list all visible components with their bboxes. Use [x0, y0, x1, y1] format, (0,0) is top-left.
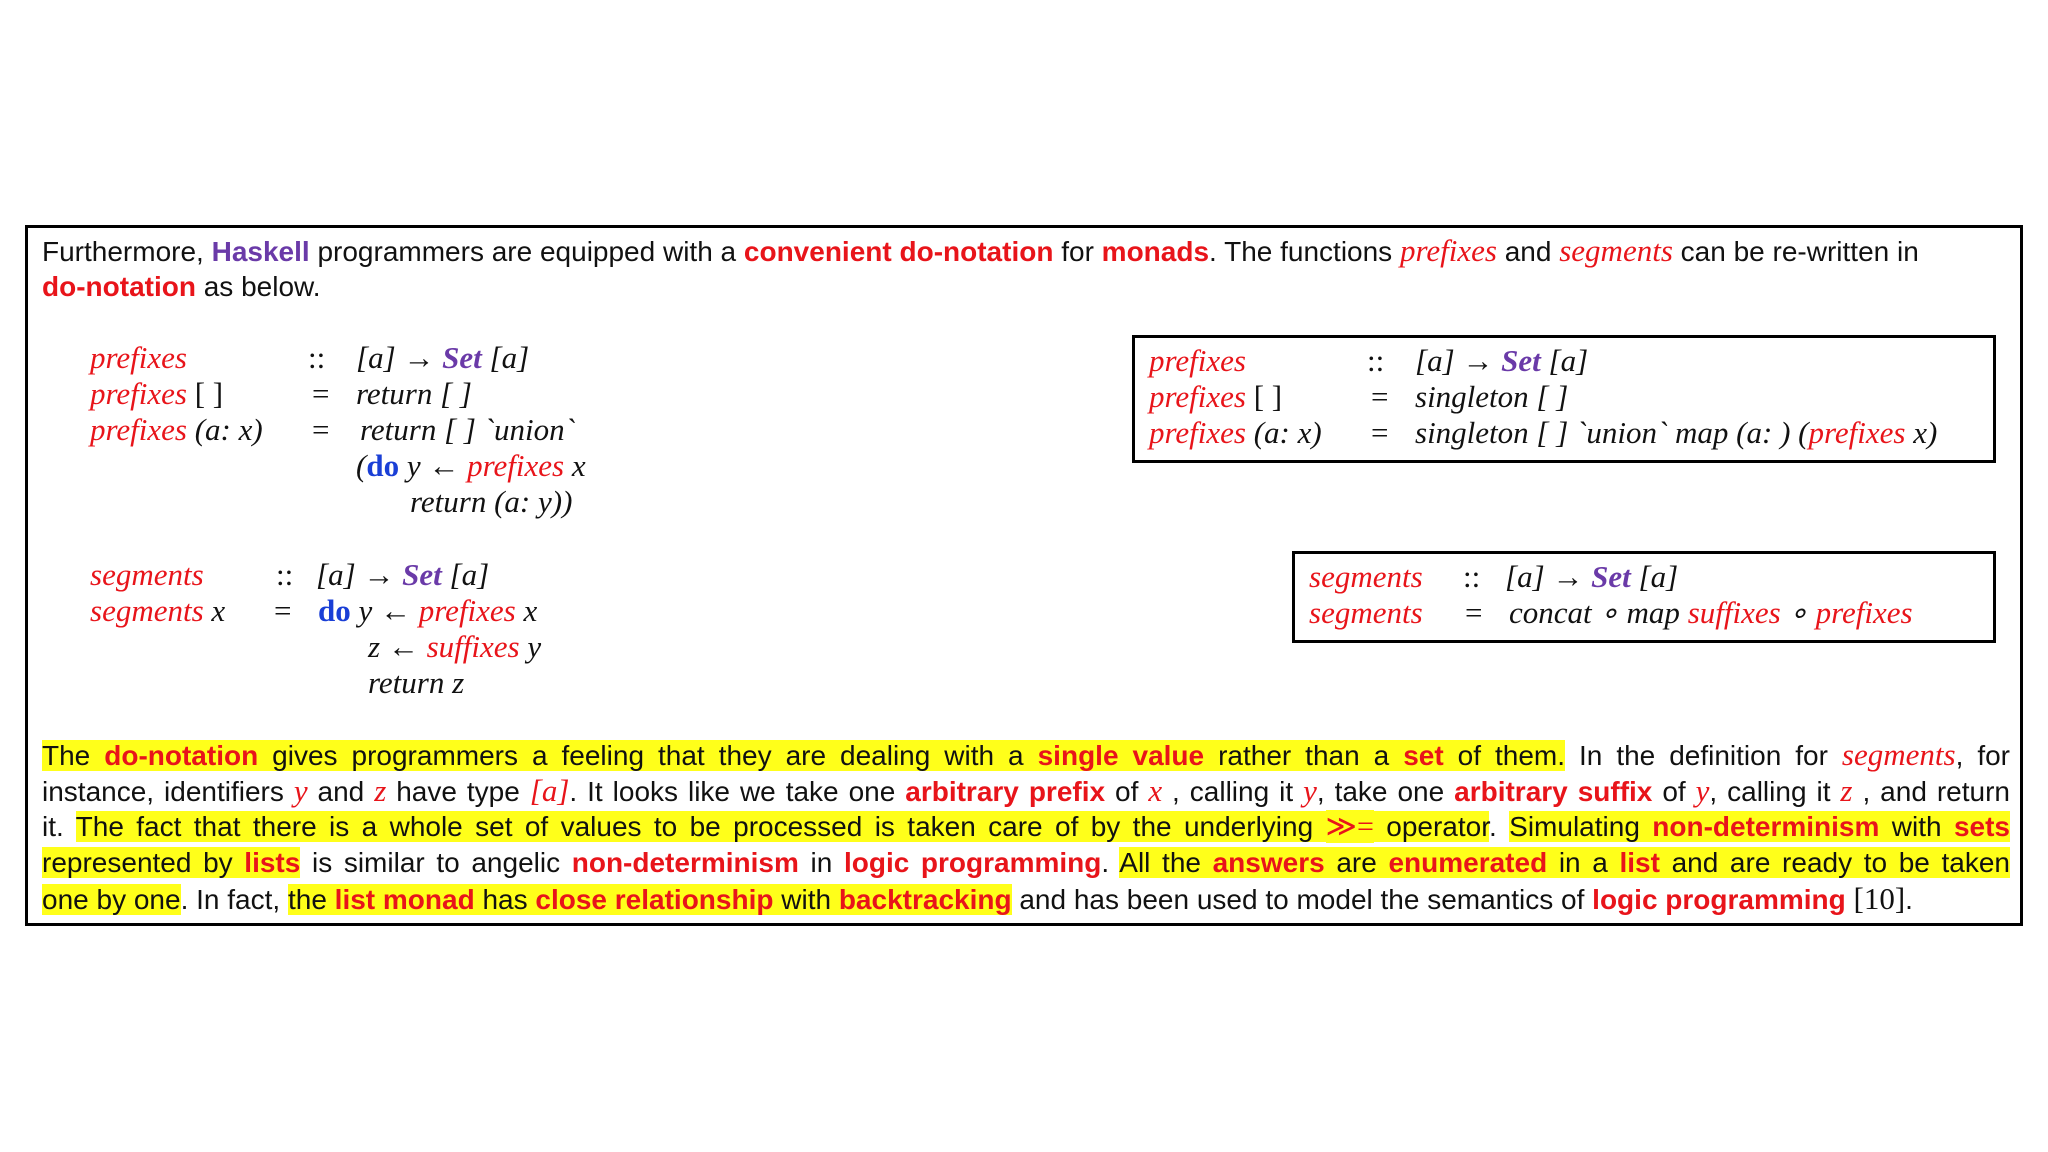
code-type-arg: [a] → [316, 557, 403, 592]
paragraph-text: . It looks like we take one [569, 776, 906, 807]
sets-keyword: sets [1953, 811, 2010, 842]
highlighted-text: and are ready to be taken [1659, 847, 2011, 878]
code-line [1415, 415, 1937, 451]
do-keyword: do [366, 448, 400, 483]
intro-text: . The functions [1209, 236, 1400, 267]
highlighted-text: The fact that there is a whole set of values to be processed is taken care of by the underlying [75, 811, 1326, 842]
highlighted-text: Simulating [1509, 811, 1653, 842]
enumerated-keyword: enumerated [1388, 847, 1548, 878]
highlighted-text: All the [1119, 847, 1213, 878]
paragraph-line-2 [42, 773, 2010, 810]
intro-line-2 [42, 269, 320, 305]
paragraph-text: , calling it [1162, 776, 1304, 807]
var-z: z [1840, 773, 1853, 808]
code-type [1415, 343, 1588, 379]
set-type-keyword: Set [402, 557, 442, 592]
paragraph-text: of [1652, 776, 1696, 807]
paragraph-text: , and return [1852, 776, 2010, 807]
paragraph-text: and [307, 776, 375, 807]
code-line [1149, 415, 1322, 451]
var-y: y [293, 773, 308, 808]
paragraph-line-4 [42, 845, 2010, 881]
citation: [10] [1845, 881, 1906, 916]
segments-ref: segments [1559, 233, 1673, 268]
list-monad-keyword: list monad [334, 884, 475, 915]
code-fn-name: suffixes [426, 629, 520, 664]
code-equals: = [274, 593, 292, 628]
code-type-arg: [a] [1630, 559, 1679, 594]
answers-keyword: answers [1212, 847, 1325, 878]
highlighted-text: gives programmers a feeling that they are dealing with a [258, 740, 1038, 771]
highlighted-text: operator [1373, 811, 1489, 842]
code-type-arg: [a] [441, 557, 490, 592]
code-expr: y ← [399, 448, 468, 483]
code-arg: [ ] [186, 376, 224, 411]
highlighted-text: with [1879, 811, 1954, 842]
intro-text: and [1496, 236, 1560, 267]
var-x: x [1148, 773, 1163, 808]
code-line [356, 448, 586, 484]
highlighted-text: The [42, 740, 105, 771]
code-line [1149, 379, 1282, 415]
highlighted-text: of them. [1443, 740, 1566, 771]
backtracking-keyword: backtracking [838, 884, 1012, 915]
code-arg: (a: x) [186, 412, 263, 447]
code-arg: x [203, 593, 226, 628]
non-determinism-keyword: non-determinism [1652, 811, 1880, 842]
paragraph-text: . [1101, 847, 1120, 878]
code-expr: concat ∘ map [1509, 595, 1688, 630]
code-line [318, 593, 537, 629]
code-fn-name: prefixes [90, 340, 187, 375]
code-type-arg: [a] [481, 340, 530, 375]
paragraph-text: is similar to angelic [300, 847, 572, 878]
highlighted-text: in a [1547, 847, 1620, 878]
code-arg: [ ] [1245, 379, 1283, 414]
paragraph-text: and has been used to model the semantics of [1011, 884, 1593, 915]
code-equals: = [312, 412, 330, 447]
highlighted-text: are [1324, 847, 1389, 878]
paragraph-text: , for [1955, 740, 2011, 771]
arbitrary-prefix-keyword: arbitrary prefix [905, 776, 1106, 807]
code-paren: ( [356, 448, 367, 483]
var-y: y [1695, 773, 1710, 808]
code-expr: return [ ] `union` [360, 412, 575, 447]
highlighted-text: with [773, 884, 839, 915]
highlighted-text: the [287, 884, 335, 915]
code-type [1505, 559, 1678, 595]
set-type-keyword: Set [1501, 343, 1541, 378]
segments-definition-box [1292, 551, 1996, 643]
code-fn-name: segments [1309, 595, 1423, 630]
paragraph-text: instance, identifiers [42, 776, 294, 807]
highlighted-text: has [474, 884, 536, 915]
code-expr: singleton [ ] `union` map (a: ) ( [1415, 415, 1809, 450]
code-equals: = [1371, 379, 1389, 414]
code-line [90, 412, 263, 448]
type-list-a: [a] [529, 773, 570, 808]
intro-text: can be re-written in [1672, 236, 1919, 267]
intro-line-1 [42, 233, 1919, 270]
code-operator: :: [308, 340, 326, 375]
close-relationship-keyword: close relationship [535, 884, 774, 915]
segments-ref: segments [1841, 737, 1956, 772]
intro-text: for [1053, 236, 1102, 267]
code-fn-name: prefixes [90, 412, 187, 447]
code-fn-name: prefixes [1808, 415, 1906, 450]
code-type-arg: [a] [1540, 343, 1589, 378]
code-fn-name: prefixes [90, 376, 187, 411]
prefixes-definition-box [1132, 335, 1996, 463]
code-arg: x) [1905, 415, 1938, 450]
code-operator: :: [1463, 559, 1481, 594]
arbitrary-suffix-keyword: arbitrary suffix [1454, 776, 1653, 807]
paragraph-text: have type [386, 776, 530, 807]
code-expr: return (a: y)) [410, 484, 573, 519]
paragraph-line-5 [42, 881, 1913, 918]
code-fn-name: prefixes [1815, 595, 1913, 630]
bind-operator: ≫= [1325, 810, 1374, 843]
code-fn-name: segments [90, 557, 204, 592]
paragraph-text: , calling it [1709, 776, 1841, 807]
code-equals: = [312, 376, 330, 411]
convenient-do-notation-keyword: convenient do-notation [743, 236, 1054, 267]
set-type-keyword: Set [442, 340, 482, 375]
highlighted-text: rather than a [1204, 740, 1404, 771]
code-fn-name: segments [90, 593, 204, 628]
code-fn-name: segments [1309, 559, 1423, 594]
code-expr: return [ ] [356, 376, 472, 411]
highlighted-text: one by one [42, 884, 181, 915]
code-arg: (a: x) [1245, 415, 1322, 450]
code-expr: singleton [ ] [1415, 379, 1569, 414]
paragraph-text: , take one [1316, 776, 1455, 807]
code-line [90, 593, 225, 629]
list-keyword: list [1619, 847, 1660, 878]
code-fn-name: prefixes [1149, 343, 1246, 378]
var-y: y [1303, 773, 1317, 808]
haskell-keyword: Haskell [211, 236, 310, 267]
code-expr: y ← [350, 593, 419, 628]
code-fn-name: prefixes [1149, 379, 1246, 414]
paragraph-text: . [1489, 811, 1510, 842]
logic-programming-keyword: logic programming [843, 847, 1102, 878]
lists-keyword: lists [244, 847, 301, 878]
non-determinism-keyword: non-determinism [571, 847, 799, 878]
paragraph-text: in [798, 847, 844, 878]
code-operator: :: [1367, 343, 1385, 378]
code-type-arg: [a] → [1415, 343, 1502, 378]
paragraph-text: of [1105, 776, 1149, 807]
code-expr: z ← [368, 629, 427, 664]
do-notation-keyword: do-notation [42, 271, 196, 302]
code-fn-name: prefixes [418, 593, 516, 628]
set-type-keyword: Set [1591, 559, 1631, 594]
code-expr: return z [368, 665, 465, 700]
intro-text: Furthermore, [42, 236, 212, 267]
do-keyword: do [318, 593, 351, 628]
paragraph-text: . [1905, 884, 1913, 915]
paragraph-line-3 [42, 809, 2010, 845]
paragraph-text: In the definition for [1565, 740, 1842, 771]
set-keyword: set [1403, 740, 1444, 771]
intro-text: as below. [195, 271, 321, 302]
code-line [90, 376, 223, 412]
paragraph-text: . In fact, [180, 884, 288, 915]
monads-keyword: monads [1101, 236, 1210, 267]
paragraph-text: it. [42, 811, 76, 842]
single-value-keyword: single value [1037, 740, 1205, 771]
code-type-arg: [a] → [1505, 559, 1592, 594]
code-line [1509, 595, 1913, 631]
prefixes-ref: prefixes [1399, 233, 1497, 268]
code-fn-name: suffixes [1687, 595, 1781, 630]
code-arg: y [519, 629, 542, 664]
code-line [368, 629, 541, 665]
code-operator: :: [276, 557, 294, 592]
logic-programming-keyword: logic programming [1592, 884, 1846, 915]
var-z: z [374, 773, 387, 808]
code-expr: ∘ [1780, 595, 1816, 630]
paragraph-line-1 [42, 737, 2010, 774]
code-arg: x [564, 448, 586, 483]
code-type [356, 340, 529, 376]
code-fn-name: prefixes [467, 448, 565, 483]
code-equals: = [1465, 595, 1483, 630]
do-notation-keyword: do-notation [104, 740, 259, 771]
code-type-arg: [a] → [356, 340, 443, 375]
intro-text: programmers are equipped with a [309, 236, 744, 267]
code-arg: x [515, 593, 538, 628]
code-type [316, 557, 489, 593]
code-equals: = [1371, 415, 1389, 450]
highlighted-text: represented by [42, 847, 245, 878]
code-fn-name: prefixes [1149, 415, 1246, 450]
